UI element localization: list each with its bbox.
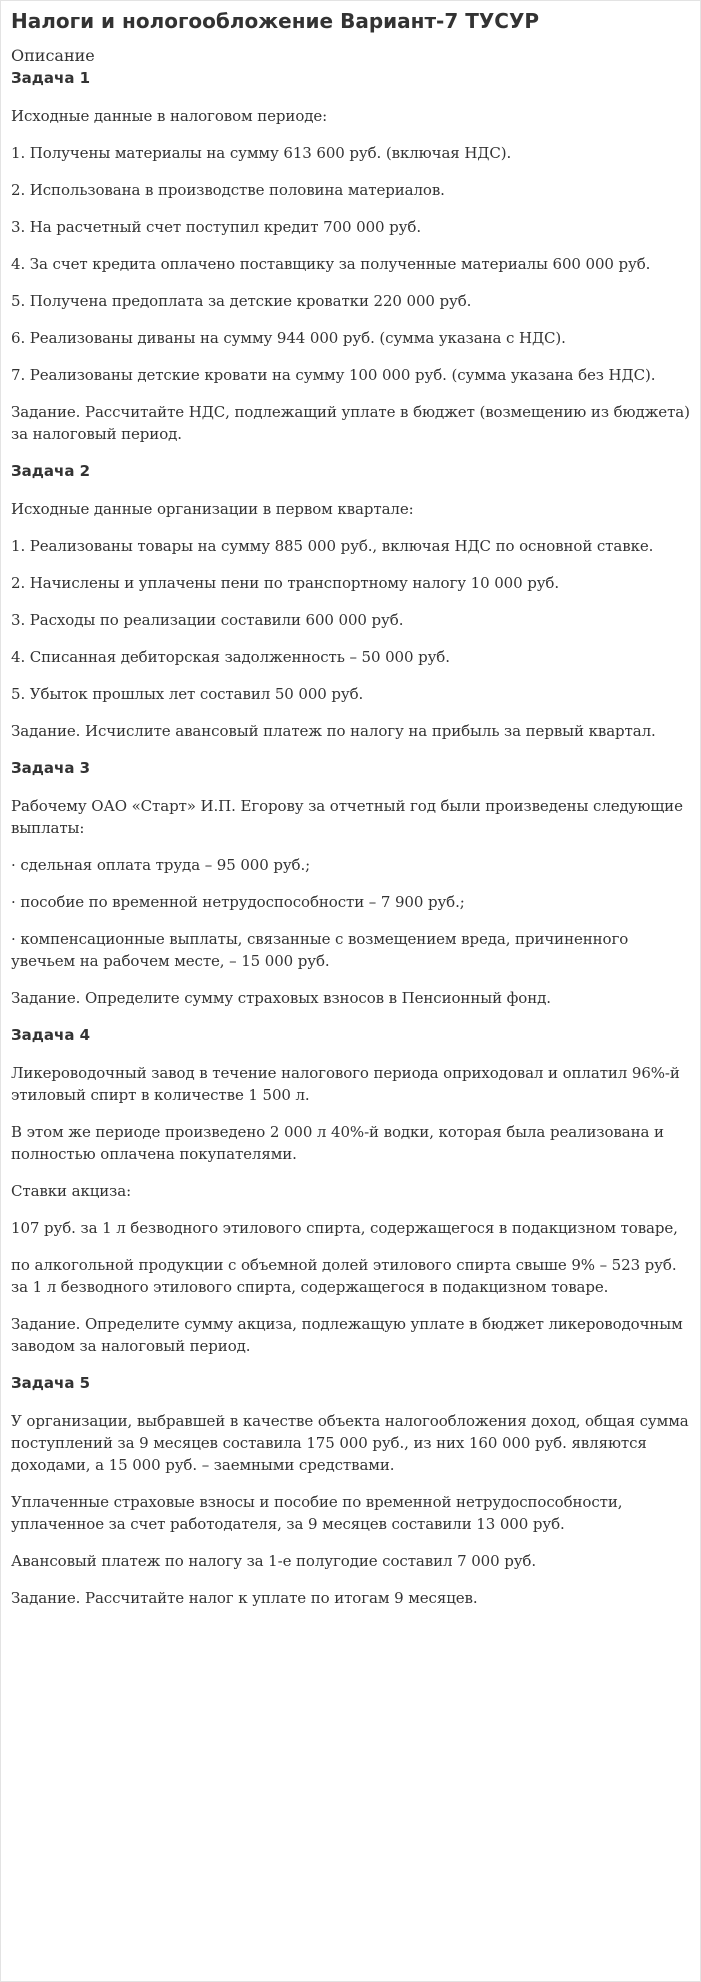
task-title: Задача 3 [11, 759, 91, 777]
task-section [11, 460, 690, 742]
task-paragraph: Задание. Исчислите авансовый платеж по налогу на прибыль за первый квартал. [11, 722, 656, 740]
task-paragraph: 6. Реализованы диваны на сумму 944 000 руб. (сумма указана с НДС). [11, 329, 566, 347]
task-paragraph: 5. Убыток прошлых лет составил 50 000 руб. [11, 685, 364, 703]
task-paragraph: 3. Расходы по реализации составили 600 000 руб. [11, 611, 404, 629]
document [1, 1, 700, 1609]
task-paragraph: Авансовый платеж по налогу за 1-е полугодие составил 7 000 руб. [11, 1552, 537, 1570]
task-paragraph: 2. Использована в производстве половина материалов. [11, 181, 445, 199]
task-section [11, 67, 690, 445]
task-paragraph: 4. Списанная дебиторская задолженность – 50 000 руб. [11, 648, 450, 666]
task-paragraph: Задание. Определите сумму акциза, подлежащую уплате в бюджет ликероводочным заводом за налоговый период. [11, 1315, 683, 1355]
task-section [11, 1024, 690, 1357]
task-paragraph: 4. За счет кредита оплачено поставщику за полученные материалы 600 000 руб. [11, 255, 651, 273]
task-paragraph: В этом же периоде произведено 2 000 л 40%-й водки, которая была реализована и полностью оплачена покупателями. [11, 1123, 664, 1163]
task-paragraph: 2. Начислены и уплачены пени по транспортному налогу 10 000 руб. [11, 574, 560, 592]
task-paragraph: 1. Получены материалы на сумму 613 600 руб. (включая НДС). [11, 144, 512, 162]
task-title: Задача 4 [11, 1026, 91, 1044]
task-title: Задача 5 [11, 1374, 91, 1392]
task-section [11, 757, 690, 1009]
task-paragraph: Рабочему ОАО «Старт» И.П. Егорову за отчетный год были произведены следующие выплаты: [11, 797, 683, 837]
task-paragraph: 107 руб. за 1 л безводного этилового спирта, содержащегося в подакцизном товаре, [11, 1219, 678, 1237]
tasks-container [11, 67, 690, 1609]
task-section [11, 1372, 690, 1609]
task-paragraph: Исходные данные организации в первом квартале: [11, 500, 414, 518]
task-paragraph: У организации, выбравшей в качестве объекта налогообложения доход, общая сумма поступлений за 9 месяцев составила 175 000 руб., из них 160 000 руб. являются доходами, а 15 000 руб. – заемными средствами. [11, 1412, 689, 1474]
task-title: Задача 2 [11, 462, 91, 480]
task-paragraph: Задание. Определите сумму страховых взносов в Пенсионный фонд. [11, 989, 551, 1007]
task-paragraph: Ставки акциза: [11, 1182, 132, 1200]
task-paragraph: Ликероводочный завод в течение налогового периода оприходовал и оплатил 96%-й этиловый спирт в количестве 1 500 л. [11, 1064, 680, 1104]
task-paragraph: Задание. Рассчитайте налог к уплате по итогам 9 месяцев. [11, 1589, 478, 1607]
task-paragraph: Исходные данные в налоговом периоде: [11, 107, 328, 125]
task-paragraph: по алкогольной продукции с объемной долей этилового спирта свыше 9% – 523 руб. за 1 л безводного этилового спирта, содержащегося в подакцизном товаре. [11, 1256, 677, 1296]
task-paragraph: · компенсационные выплаты, связанные с возмещением вреда, причиненного увечьем на рабочем месте, – 15 000 руб. [11, 930, 629, 970]
task-paragraph: · пособие по временной нетрудоспособности – 7 900 руб.; [11, 893, 465, 911]
task-paragraph: Задание. Рассчитайте НДС, подлежащий уплате в бюджет (возмещению из бюджета) за налоговый период. [11, 403, 690, 443]
task-paragraph: 7. Реализованы детские кровати на сумму 100 000 руб. (сумма указана без НДС). [11, 366, 656, 384]
task-title: Задача 1 [11, 69, 91, 87]
task-paragraph: 1. Реализованы товары на сумму 885 000 руб., включая НДС по основной ставке. [11, 537, 654, 555]
task-paragraph: · сдельная оплата труда – 95 000 руб.; [11, 856, 311, 874]
task-paragraph: Уплаченные страховые взносы и пособие по временной нетрудоспособности, уплаченное за счет работодателя, за 9 месяцев составили 13 000 руб. [11, 1493, 623, 1533]
description-label: Описание [11, 46, 95, 65]
page-title: Налоги и нологообложение Вариант-7 ТУСУР [11, 9, 540, 33]
task-paragraph: 5. Получена предоплата за детские кроватки 220 000 руб. [11, 292, 472, 310]
task-paragraph: 3. На расчетный счет поступил кредит 700 000 руб. [11, 218, 421, 236]
